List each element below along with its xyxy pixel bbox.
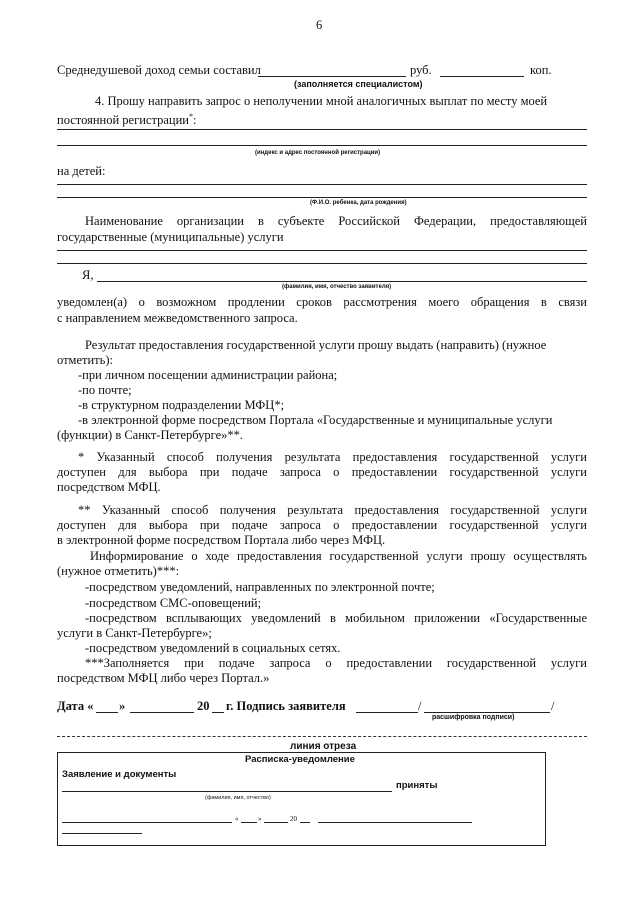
applicant-name-field[interactable] bbox=[97, 281, 587, 282]
footnote2-line2: доступен для выбора при подаче запроса о предоставлении государственной услуги bbox=[57, 518, 587, 532]
children-line-2[interactable] bbox=[57, 197, 587, 198]
informing-note2: посредством МФЦ либо через Портал.» bbox=[57, 671, 270, 685]
children-label: на детей: bbox=[57, 164, 106, 178]
informing-line1: Информирование о ходе предоставления государственной услуги прошу осуществлять bbox=[90, 549, 587, 563]
result-option[interactable]: -при личном посещении администрации района; bbox=[78, 368, 338, 382]
kop-label: коп. bbox=[530, 63, 552, 77]
receipt-day-field[interactable] bbox=[241, 822, 257, 823]
income-note: (заполняется специалистом) bbox=[294, 79, 423, 89]
informing-option[interactable]: -посредством уведомлений, направленных по электронной почте; bbox=[85, 580, 435, 594]
result-line1: Результат предоставления государственной услуги прошу выдать (направить) (нужное bbox=[85, 338, 547, 352]
cut-line-label: линия отреза bbox=[290, 741, 357, 752]
applicant-label: Я, bbox=[82, 268, 94, 282]
date-year-field[interactable] bbox=[212, 712, 224, 713]
receipt-quote-open: « bbox=[235, 815, 239, 823]
signature-label: г. Подпись заявителя bbox=[226, 699, 346, 713]
result-option-cont: (функции) в Санкт-Петербурге»**. bbox=[57, 428, 244, 442]
date-year: 20 bbox=[197, 699, 210, 713]
footnote1-line3: посредством МФЦ. bbox=[57, 480, 161, 494]
informing-option[interactable]: -посредством всплывающих уведомлений в мобильном приложении «Государственные bbox=[85, 611, 587, 625]
receipt-year-field[interactable] bbox=[300, 822, 310, 823]
informing-option-cont: услуги в Санкт-Петербурге»; bbox=[57, 626, 212, 640]
receipt-name-field[interactable] bbox=[62, 791, 392, 792]
informing-option[interactable]: -посредством уведомлений в социальных сетях. bbox=[85, 641, 341, 655]
address-line-2[interactable] bbox=[57, 145, 587, 146]
informing-line2: (нужное отметить)***: bbox=[57, 564, 180, 578]
cut-dashed-line bbox=[57, 736, 587, 737]
receipt-title: Расписка-уведомление bbox=[245, 754, 355, 765]
date-month-field[interactable] bbox=[130, 712, 194, 713]
informing-option[interactable]: -посредством СМС-оповещений; bbox=[85, 596, 262, 610]
footnote2-line3: в электронной форме посредством Портала либо через МФЦ. bbox=[57, 533, 386, 547]
applicant-line1: уведомлен(а) о возможном продлении сроков рассмотрения моего обращения в связи bbox=[57, 295, 587, 309]
address-caption: (индекс и адрес постоянной регистрации) bbox=[255, 150, 381, 156]
income-rub-field[interactable] bbox=[258, 76, 406, 77]
children-caption: (Ф.И.О. ребенка, дата рождения) bbox=[310, 200, 407, 206]
children-line-1[interactable] bbox=[57, 184, 587, 185]
receipt-quote-close: » bbox=[258, 815, 262, 823]
signature-caption: расшифровка подписи) bbox=[432, 714, 515, 721]
signature-decoding-field[interactable] bbox=[424, 712, 550, 713]
receipt-bottom-field[interactable] bbox=[62, 833, 142, 834]
receipt-extra-field[interactable] bbox=[318, 822, 472, 823]
footnote1-line1: * Указанный способ получения результата предоставления государственной услуги bbox=[78, 450, 587, 464]
income-label: Среднедушевой доход семьи составил bbox=[57, 63, 261, 77]
applicant-line2: с направлением межведомственного запроса. bbox=[57, 311, 298, 325]
rub-label: руб. bbox=[410, 63, 432, 77]
applicant-caption: (фамилия, имя, отчество заявителя) bbox=[282, 284, 392, 290]
informing-note1: ***Заполняется при подаче запроса о предоставлении государственной услуги bbox=[85, 656, 587, 670]
result-option[interactable]: -по почте; bbox=[78, 383, 132, 397]
footnote2-line1: ** Указанный способ получения результата предоставления государственной услуги bbox=[78, 503, 587, 517]
result-option[interactable]: -в структурном подразделении МФЦ*; bbox=[78, 398, 285, 412]
receipt-accepted: приняты bbox=[396, 780, 438, 791]
organization-line2: государственные (муниципальные) услуги bbox=[57, 230, 284, 244]
item4-line2: постоянной регистрации*: bbox=[57, 112, 197, 128]
receipt-box bbox=[57, 752, 546, 846]
address-line-1[interactable] bbox=[57, 129, 587, 130]
page-number: 6 bbox=[316, 18, 323, 32]
receipt-caption: (фамилия, имя, отчество) bbox=[205, 795, 271, 801]
receipt-year: 20 bbox=[290, 815, 297, 823]
signature-slash: / bbox=[418, 699, 422, 713]
item4-star: * bbox=[188, 112, 193, 121]
result-option[interactable]: -в электронной форме посредством Портала «Государственные и муниципальные услуги bbox=[78, 413, 553, 427]
signature-field[interactable] bbox=[356, 712, 418, 713]
organization-line1: Наименование организации в субъекте Российской Федерации, предоставляющей bbox=[85, 214, 587, 228]
signature-slash-end: / bbox=[551, 699, 555, 713]
date-label: Дата « bbox=[57, 699, 94, 713]
result-line2: отметить): bbox=[57, 353, 113, 367]
receipt-docs-label: Заявление и документы bbox=[62, 769, 177, 780]
receipt-signature-field[interactable] bbox=[62, 822, 232, 823]
date-close-quote: » bbox=[119, 699, 126, 713]
receipt-month-field[interactable] bbox=[264, 822, 288, 823]
item4-line1: 4. Прошу направить запрос о неполучении мной аналогичных выплат по месту моей bbox=[95, 94, 548, 108]
organization-line-a[interactable] bbox=[57, 250, 587, 251]
income-kop-field[interactable] bbox=[440, 76, 524, 77]
footnote1-line2: доступен для выбора при подаче запроса о предоставлении государственной услуги bbox=[57, 465, 587, 479]
organization-line-b[interactable] bbox=[57, 263, 587, 264]
date-day-field[interactable] bbox=[96, 712, 118, 713]
